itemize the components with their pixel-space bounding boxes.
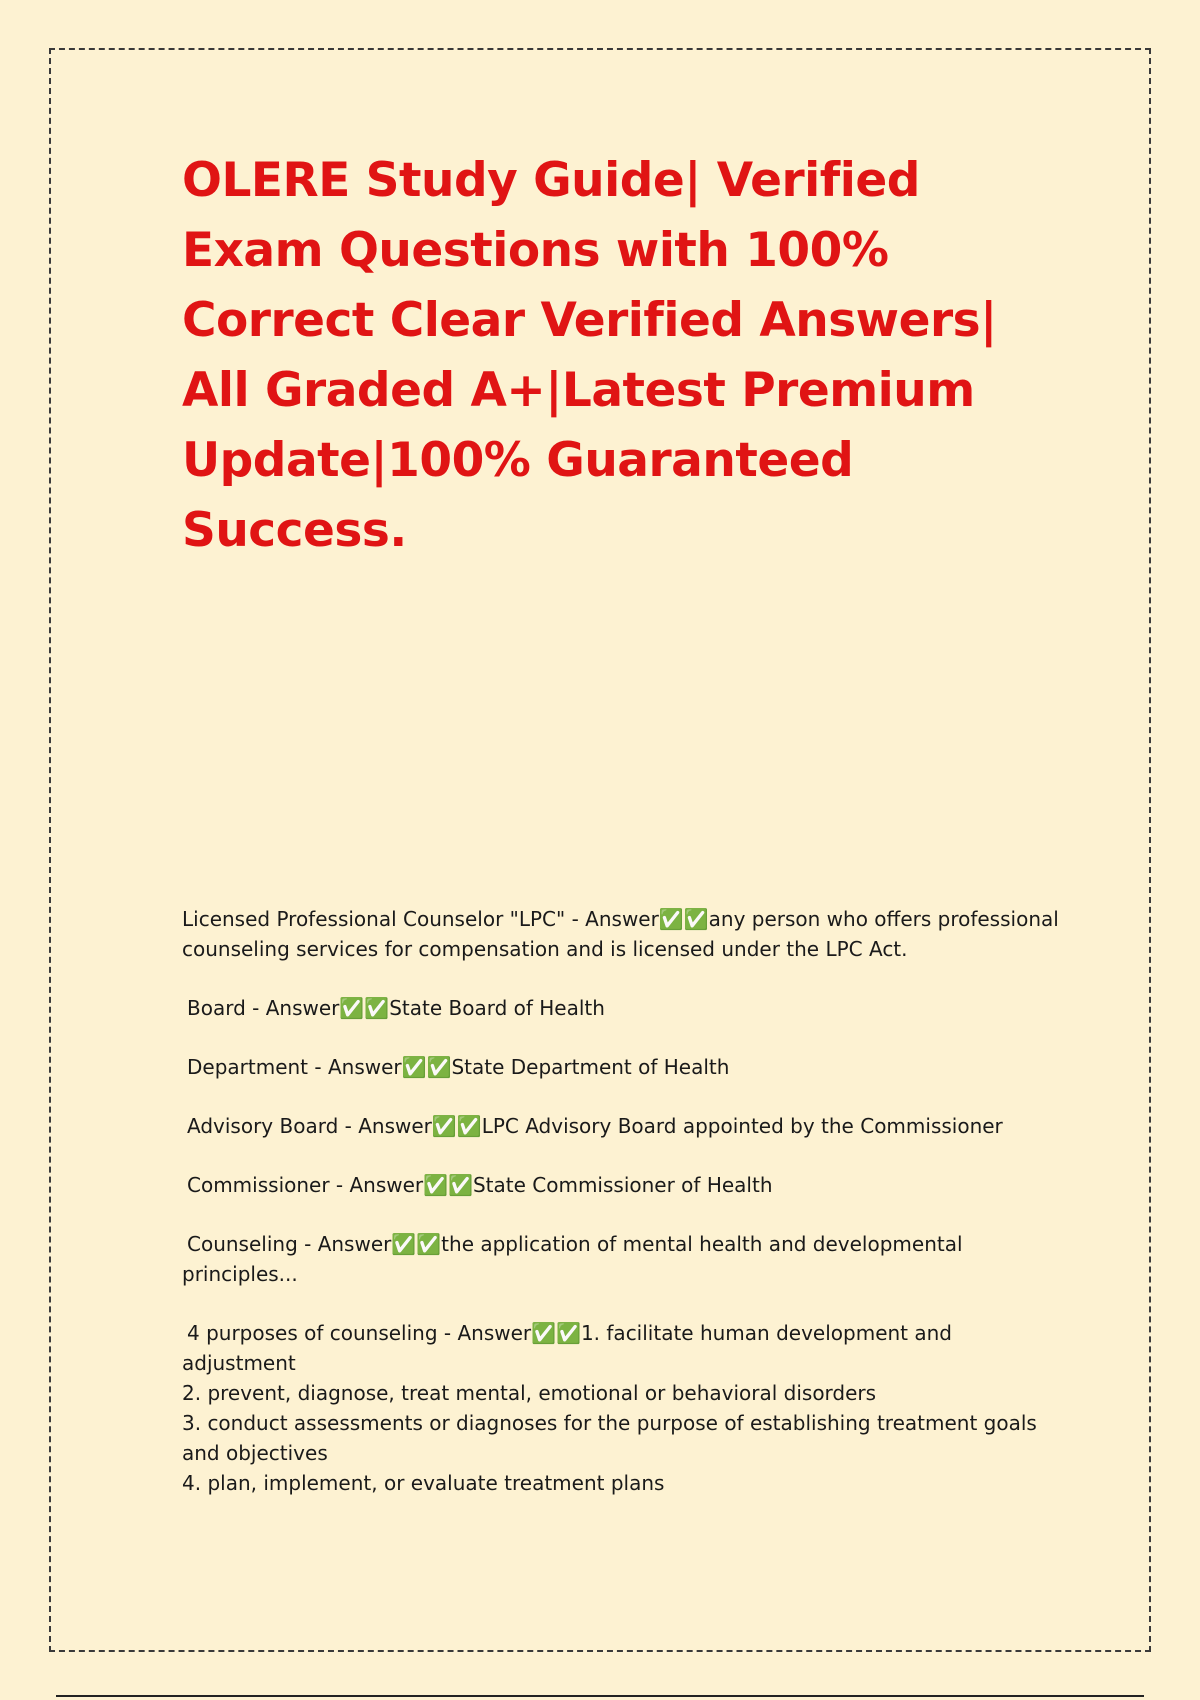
qa-entry — [182, 1111, 1062, 1141]
qa-entry — [182, 1318, 1062, 1498]
entry-definition: the application of mental health and developmental principles... — [182, 1232, 963, 1286]
qa-entry — [182, 993, 1062, 1023]
footer-rule — [56, 1695, 1144, 1697]
entry-answer-marker: - Answer✅✅ — [338, 1114, 482, 1138]
entry-term: 4 purposes of counseling — [187, 1321, 438, 1345]
qa-list — [182, 904, 1062, 1527]
entry-term: Commissioner — [187, 1173, 330, 1197]
qa-entry — [182, 1229, 1062, 1289]
entry-term: Board — [187, 996, 246, 1020]
entry-definition: State Department of Health — [451, 1055, 730, 1079]
entry-term: Department — [187, 1055, 309, 1079]
entry-answer-marker: - Answer✅✅ — [565, 907, 709, 931]
entry-definition: State Commissioner of Health — [472, 1173, 773, 1197]
entry-answer-marker: - Answer✅✅ — [245, 996, 390, 1020]
document-title: OLERE Study Guide| Verified Exam Questions with 100% Correct Clear Verified Answers| All Graded A+|Latest Premium Update|100% Guaranteed Success. — [182, 153, 997, 558]
entry-answer-marker: - Answer✅✅ — [437, 1321, 581, 1345]
entry-term: Licensed Professional Counselor "LPC" — [182, 907, 566, 931]
entry-answer-marker: - Answer✅✅ — [297, 1232, 442, 1256]
qa-entry — [182, 1170, 1062, 1200]
entry-definition: State Board of Health — [389, 996, 605, 1020]
entry-definition: 1. facilitate human development and adjustment 2. prevent, diagnose, treat mental, emotional or behavioral disorders 3. conduct assessments or diagnoses for the purpose of establishing treatment goals and objectives 4. plan, implement, or evaluate treatment plans — [182, 1321, 1037, 1495]
entry-definition: any person who offers professional counseling services for compensation and is licensed under the LPC Act. — [182, 907, 1059, 961]
entry-answer-marker: - Answer✅✅ — [329, 1173, 473, 1197]
entry-term: Advisory Board — [187, 1114, 339, 1138]
entry-term: Counseling — [187, 1232, 298, 1256]
qa-entry — [182, 1052, 1062, 1082]
entry-definition: LPC Advisory Board appointed by the Commissioner — [481, 1114, 1003, 1138]
qa-entry — [182, 904, 1062, 964]
entry-answer-marker: - Answer✅✅ — [308, 1055, 452, 1079]
